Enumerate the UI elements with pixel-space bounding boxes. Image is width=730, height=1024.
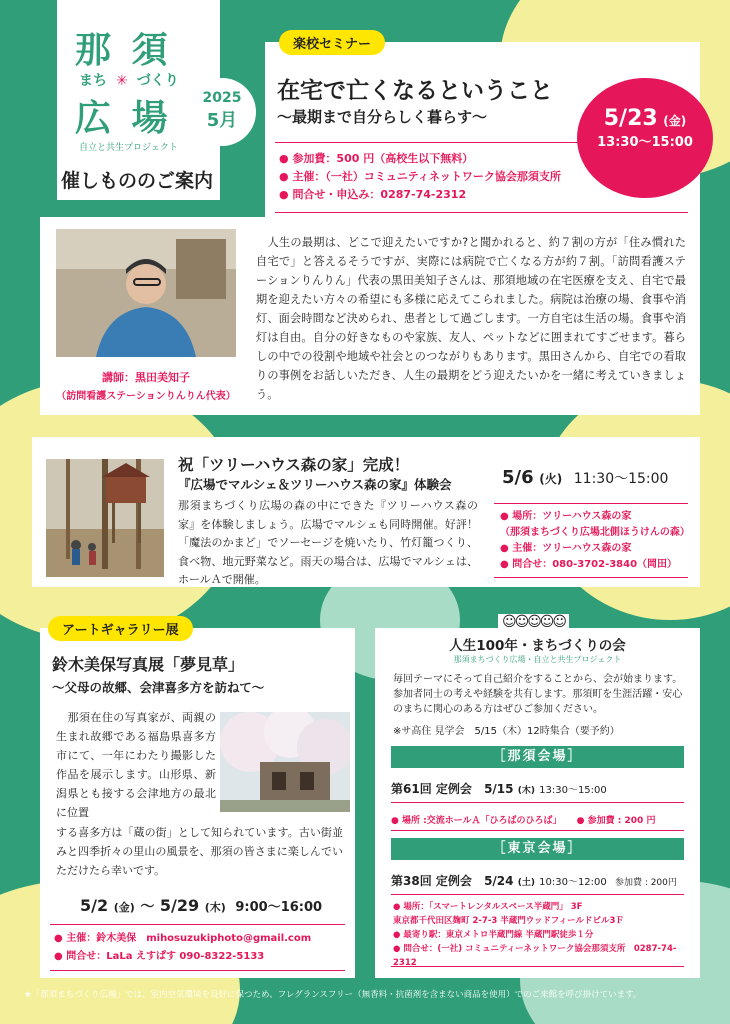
gallery-body-bottom: する喜多方は「蔵の街」として知られています。古い街並みと四季折々の里山の風景を、那須の皆さまに楽しんでいただけたら幸いです。 bbox=[56, 826, 343, 877]
seminar-body: 人生の最期は、どこで迎えたいですか?と聞かれると、約７割の方が「住み慣れた自宅で」と答えるそうですが、実際には病院で亡くなる方が約７割。「訪問看護ステーションりんりん」代表の黒田美知子さんは、那須地域の在宅医療を支え、自宅で最期を迎えたい方々の希望にも多様に応えてこられました。病院は治療の場、食事や消灯、面会時間など決められ、患者として過ごします。一方自宅は生活の場。食事や消灯は自由。自分の好きなものや家族、友人、ペットなどに囲まれてすごせます。暮らしの中での役割や地域や社会とのつながりもあります。黒田さんから、自宅での看取りの事例をお話しいただき、人生の最期をどう迎えたいかを一緒に考えていきましょう。 bbox=[256, 236, 686, 401]
seminar-fee: ● 参加費：500 円（高校生以下無料） bbox=[279, 150, 561, 168]
gallery-host: ● 主催：鈴木美保 mihosuzukiphoto@gmail.com bbox=[54, 930, 311, 948]
tokyo-address: 東京都千代田区麹町 2-7-3 半蔵門ウッドフィールドビル3Ｆ bbox=[393, 916, 624, 926]
seminar-title: 在宅で亡くなるということ bbox=[277, 78, 553, 104]
treehouse-date: 5/6 bbox=[502, 467, 534, 488]
treehouse-subtitle: 『広場でマルシェ＆ツリーハウス森の家』体験会 bbox=[178, 477, 452, 492]
seminar-time: 13:30〜15:00 bbox=[597, 135, 693, 150]
gallery-subtitle: 〜父母の故郷、会津喜多方を訪ねて〜 bbox=[52, 680, 265, 695]
treehouse-place-detail: （那須まちづくり広場北側ほうけんの森） bbox=[500, 527, 690, 538]
nasu-date: 5/15 bbox=[484, 782, 514, 796]
tokyo-fee: 参加費 : 200円 bbox=[614, 878, 677, 888]
gallery-time: 9:00〜16:00 bbox=[235, 900, 323, 915]
tokyo-place: ● 場所：「スマートレンタルスペース半蔵門」 3F bbox=[393, 902, 583, 912]
treehouse-weekday: (火) bbox=[539, 472, 563, 486]
life100-title: 人生100年・まちづくりの会 bbox=[449, 638, 626, 654]
tokyo-time: 10:30〜12:00 bbox=[539, 877, 607, 888]
logo-flower-icon: ✳ bbox=[116, 73, 128, 89]
tokyo-date: 5/24 bbox=[484, 874, 514, 888]
treehouse-card bbox=[32, 437, 700, 587]
treehouse-host: ● 主催：ツリーハウス森の家 bbox=[500, 541, 690, 557]
treehouse-photo bbox=[46, 459, 164, 577]
tokyo-weekday: (土) bbox=[517, 878, 535, 888]
life100-note: ※サ高住 見学会 5/15（木）12時集合（要予約） bbox=[393, 726, 620, 737]
treehouse-title: 祝「ツリーハウス森の家」完成！ bbox=[178, 456, 410, 474]
lecturer-org: （訪問看護ステーションりんりん代表） bbox=[56, 391, 236, 402]
gallery-photo bbox=[220, 712, 350, 812]
treehouse-place: ● 場所：ツリーハウス森の家 bbox=[500, 509, 690, 525]
gallery-date-start: 5/2 bbox=[80, 896, 109, 915]
nasu-meeting: 第61回 定例会 bbox=[391, 782, 472, 796]
logo-subtitle: 自立と共生プロジェクト bbox=[79, 143, 178, 153]
life100-org: 那須まちづくり広場・自立と共生プロジェクト bbox=[453, 655, 622, 664]
tokyo-meeting: 第38回 定例会 bbox=[391, 874, 472, 888]
date-badge bbox=[188, 78, 256, 146]
seminar-date-circle bbox=[577, 78, 713, 198]
gallery-tag: アートギャラリー展 bbox=[48, 616, 193, 641]
tokyo-contact: ● 問合せ：(一社) コミュニティーネットワーク協会那須支所 0287-74-2312 bbox=[393, 944, 677, 968]
nasu-time: 13:30〜15:00 bbox=[539, 785, 607, 796]
nasu-place: ● 場所 :交流ホールＡ「ひろばのひろば」 bbox=[391, 816, 562, 826]
seminar-subtitle: 〜最期まで自分らしく暮らす〜 bbox=[277, 108, 488, 126]
gallery-weekday-end: (木) bbox=[204, 901, 226, 914]
nasu-fee: ● 参加費 : 200 円 bbox=[577, 816, 656, 826]
logo-line1: 那 須 bbox=[75, 30, 172, 71]
treehouse-body: 那須まちづくり広場の森の中にできた『ツリーハウス森の家』を体験しましょう。広場でマルシェも同時開催。好評！「魔法のかまど」でソーセージを焼いたり、竹灯籠つくり、食べ物、地元野菜など。雨天の場合は、広場でマルシェは、ホールＡで開催。 bbox=[178, 499, 478, 586]
seminar-body-card bbox=[40, 217, 700, 415]
logo-line3: 広 場 bbox=[75, 98, 172, 139]
treehouse-time: 11:30〜15:00 bbox=[573, 471, 669, 487]
gallery-tilde: 〜 bbox=[140, 899, 155, 915]
logo-line2b: づくり bbox=[136, 73, 179, 89]
seminar-host: ● 主催：（一社）コミュニティネットワーク協会那須支所 bbox=[279, 168, 561, 186]
nasu-header: ［那須会場］ bbox=[391, 746, 684, 768]
gallery-title: 鈴木美保写真展「夢見草」 bbox=[52, 655, 245, 674]
badge-month: 5月 bbox=[206, 110, 238, 131]
nasu-weekday: (木) bbox=[517, 786, 535, 796]
footer-note: ★「那須まちづくり広場」では、室内空気環境を良好に保つため、フレグランスフリー（無香料・抗菌剤を含まない商品を使用）でのご来館を呼び掛けています。 bbox=[24, 990, 642, 1000]
gallery-contact: ● 問合せ：LaLa えすぱす 090-8322-5133 bbox=[54, 948, 311, 966]
lecturer-label: 講師：黒田美知子 bbox=[102, 371, 190, 384]
page-title: 催しもののご案内 bbox=[61, 170, 214, 192]
seminar-tag: 楽校セミナー bbox=[279, 30, 385, 55]
seminar-contact: ● 問合せ・申込み：0287-74-2312 bbox=[279, 186, 561, 204]
gallery-card bbox=[40, 623, 355, 978]
treehouse-contact: ● 問合せ：080-3702-3840（岡田） bbox=[500, 557, 690, 573]
badge-year: 2025 bbox=[202, 90, 242, 106]
gallery-weekday-start: (金) bbox=[113, 901, 135, 914]
people-icon: ☺☺☺☺☺ bbox=[498, 614, 569, 630]
gallery-body-top: 那須在住の写真家が、両親の生まれ故郷である福島県喜多方市にて、一年にわたり撮影した作品を展示します。山形県、新潟県とも接する会津地方の最北に位置 bbox=[56, 711, 216, 819]
logo-line2a: まち bbox=[79, 73, 107, 89]
seminar-date: 5/23 bbox=[603, 106, 658, 131]
lecturer-photo bbox=[56, 229, 236, 357]
gallery-date-end: 5/29 bbox=[159, 896, 200, 915]
seminar-weekday: (金) bbox=[663, 114, 687, 128]
tokyo-station: ● 最寄り駅：東京メトロ半蔵門線 半蔵門駅徒歩１分 bbox=[393, 930, 594, 940]
life100-card bbox=[375, 614, 700, 978]
tokyo-header: ［東京会場］ bbox=[391, 838, 684, 860]
life100-body: 毎回テーマにそって自己紹介をすることから、会が始まります。参加者同士の考えや経験を共有します。那須町を生涯活躍・安心のまちに関心のある方はぜひご参加ください。 bbox=[393, 674, 683, 715]
